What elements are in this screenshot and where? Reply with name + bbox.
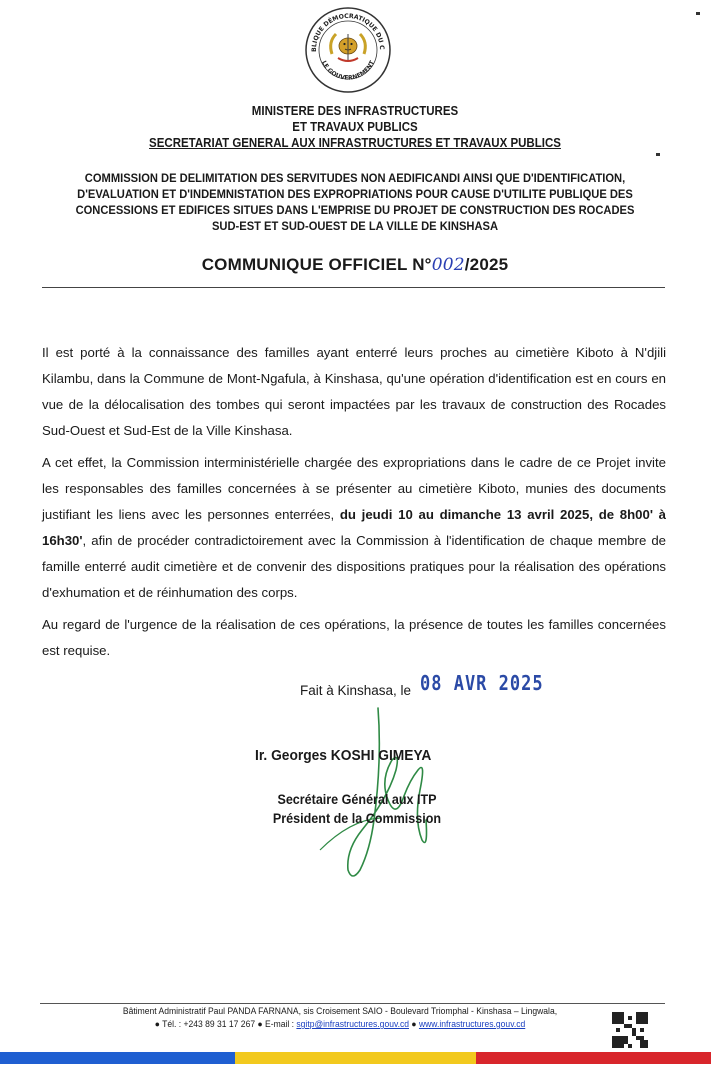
footer-website-link[interactable]: www.infrastructures.gouv.cd — [418, 1019, 526, 1029]
paragraph-2-start: A cet effet, la Commission interministérielle chargée des expropriations dans le cadre de ce Projet invite les responsables des familles concernées à se présenter au cimetière Kiboto, munies des documents justifiant les liens avec les personnes enterrées, — [42, 455, 666, 522]
footer-email-label: E-mail : — [265, 1019, 295, 1029]
signatory-role-2: Président de la Commission — [272, 811, 442, 826]
signatory-name: Ir. Georges KOSHI GIMEYA — [255, 748, 432, 764]
commission-line-2: D'EVALUATION ET D'INDEMNISTATION DES EXPROPRIATIONS POUR CAUSE D'UTILITE PUBLIQUE DES — [77, 187, 633, 201]
document-title — [40, 255, 670, 275]
paragraph-2-end: , afin de procéder contradictoirement avec la Commission à l'identification de chaque membre de famille enterré audit cimetière et de convenir des dispositions pratiques pour la réalisation des opérations d'exhumation et de réinhumation des corps. — [42, 533, 666, 600]
title-divider — [42, 287, 665, 288]
ministry-header — [65, 103, 645, 151]
seal-top-text: BLIQUE DÉMOCRATIQUE DU C — [310, 12, 386, 53]
ministry-line-1: MINISTERE DES INFRASTRUCTURES — [251, 104, 459, 118]
footer-tel: Tél. : +243 89 31 17 267 — [162, 1019, 256, 1029]
paragraph-2 — [42, 450, 666, 606]
bullet-icon: ● — [411, 1019, 417, 1029]
footer-email-link[interactable]: sgitp@infrastructures.gouv.cd — [296, 1019, 410, 1029]
footer-address: Bâtiment Administratif Paul PANDA FARNANA, sis Croisement SAIO - Boulevard Triomphal - Kinshasa – Lingwala, — [122, 1006, 558, 1016]
coat-of-arms-seal — [302, 4, 394, 96]
flag-color-band — [0, 1052, 711, 1064]
paragraph-3: Au regard de l'urgence de la réalisation de ces opérations, la présence de toutes les familles concernées est requise. — [42, 617, 666, 658]
ministry-line-2: ET TRAVAUX PUBLICS — [292, 120, 418, 134]
paragraph-2-dates: du jeudi 10 au dimanche 13 avril 2025, de 8h00' à 16h30' — [42, 507, 666, 548]
commission-line-3: CONCESSIONS ET EDIFICES SITUES DANS L'EMPRISE DU PROJET DE CONSTRUCTION DES ROCADES — [75, 203, 635, 217]
scan-speck — [656, 153, 660, 156]
flag-red-segment — [476, 1052, 711, 1064]
title-suffix: /2025 — [464, 255, 509, 274]
paragraph-1: Il est porté à la connaissance des familles ayant enterré leurs proches au cimetière Kiboto à N'djili Kilambu, dans la Commune de Mont-Ngafula, à Kinshasa, qu'une opération d'identification est en cours en vue de la délocalisation des tombes qui seront impactées par les travaux de construction des Rocades Sud-Ouest et Sud-Est de la Ville Kinshasa. — [42, 345, 666, 438]
footer — [74, 1005, 606, 1031]
commission-heading — [62, 170, 648, 234]
date-stamp: 08 AVR 2025 — [420, 672, 544, 696]
bullet-icon: ● — [257, 1019, 263, 1029]
svg-text:LE GOUVERNEMENT — [320, 59, 376, 82]
communique-body — [42, 340, 666, 670]
flag-yellow-segment — [235, 1052, 477, 1064]
title-number: 002 — [431, 255, 465, 275]
commission-line-1: COMMISSION DE DELIMITATION DES SERVITUDES NON AEDIFICANDI AINSI QUE D'IDENTIFICATION, — [84, 171, 626, 185]
footer-divider — [40, 1003, 665, 1004]
seal-bottom-text: LE GOUVERNEMENT — [320, 59, 376, 82]
footer-contacts — [74, 1018, 606, 1031]
qr-code-icon — [612, 1012, 648, 1048]
scan-speck — [696, 12, 700, 15]
title-prefix: COMMUNIQUE OFFICIEL N° — [201, 255, 432, 274]
commission-line-4: SUD-EST ET SUD-OUEST DE LA VILLE DE KINSHASA — [211, 219, 499, 233]
bullet-icon: ● — [154, 1019, 160, 1029]
flag-blue-segment — [0, 1052, 235, 1064]
signatory-role-1: Secrétaire Général aux ITP — [277, 792, 437, 807]
place-of-signature: Fait à Kinshasa, le — [300, 683, 412, 698]
secretariat-line: SECRETARIAT GENERAL AUX INFRASTRUCTURES ET TRAVAUX PUBLICS — [149, 136, 561, 150]
